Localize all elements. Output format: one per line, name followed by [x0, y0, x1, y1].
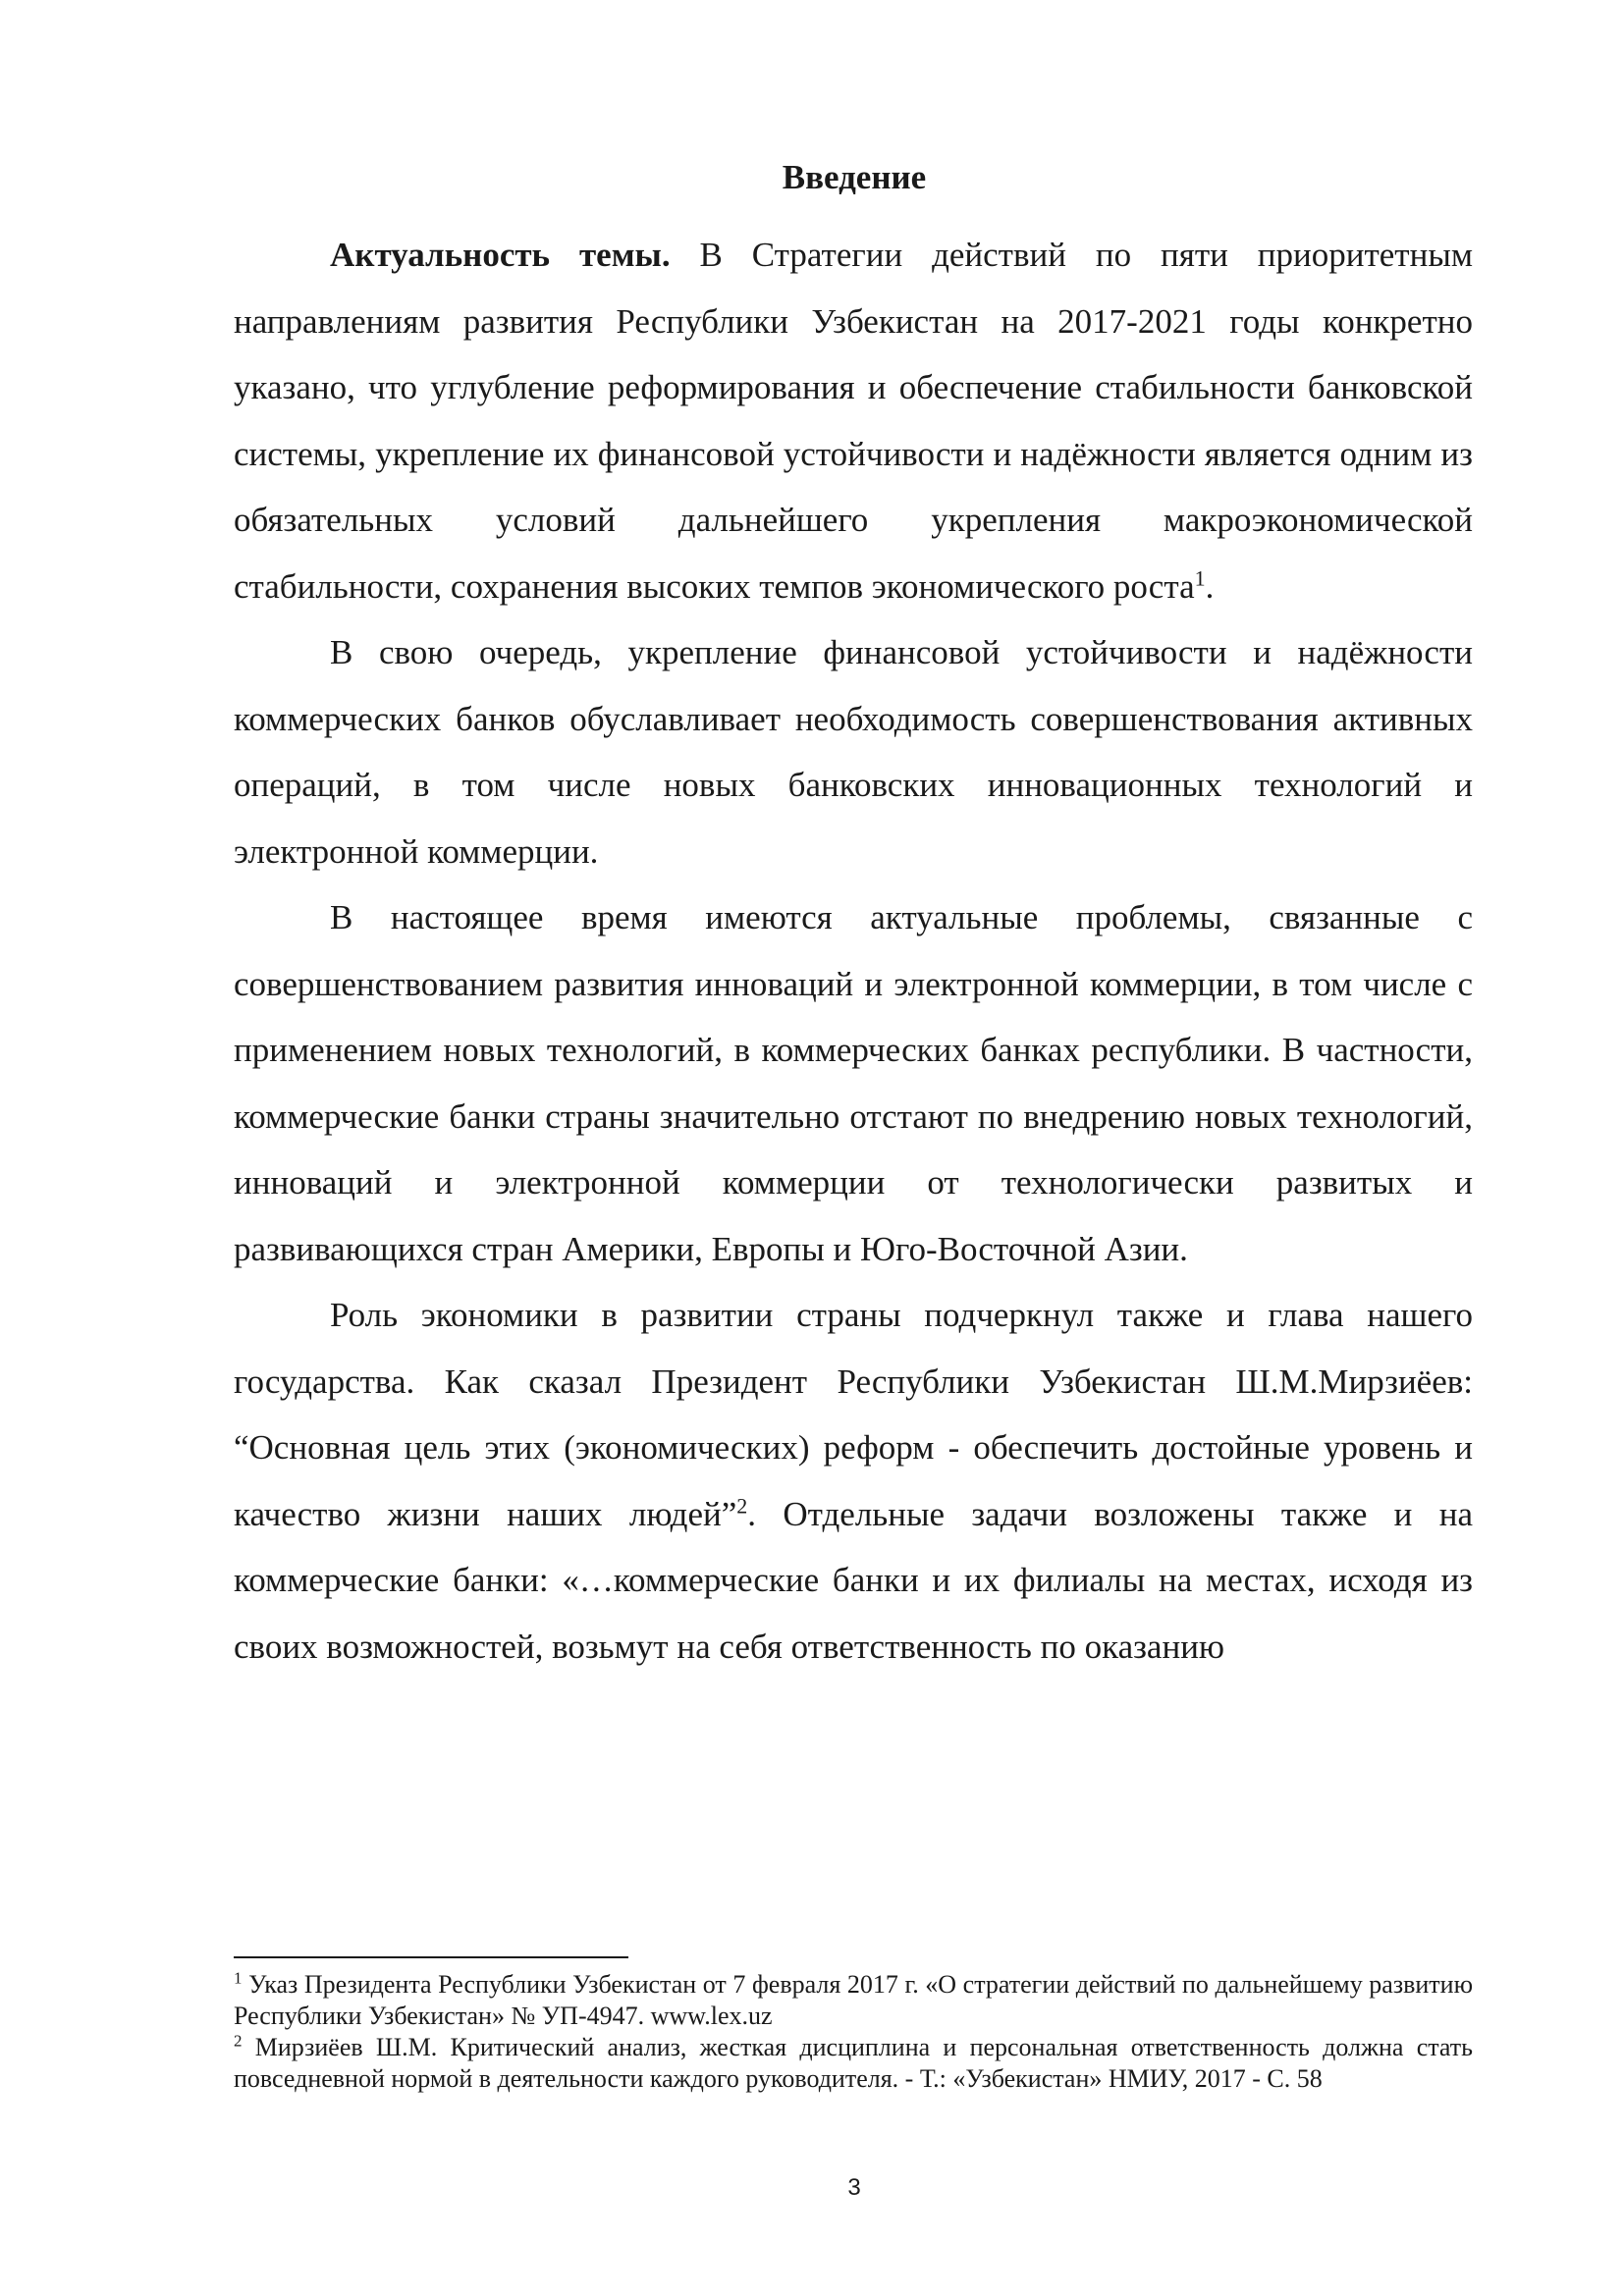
- footnote-marker: 1: [234, 1968, 243, 1988]
- footnote-reference[interactable]: 2: [736, 1492, 748, 1518]
- paragraph-text: В Стратегии действий по пяти приоритетным направлениям развития Республики Узбекистан на 2017-2021 годы конкретно указано, что углубление реформирования и обеспечение стабильности банковской системы, укрепление их финансовой устойчивости и надёжности является одним из обязательных условий дальнейшего укрепления макроэкономической стабильности, сохранения высоких темпов экономического роста: [234, 236, 1473, 606]
- section-heading: Введение: [782, 158, 927, 196]
- paragraph: [234, 222, 1473, 619]
- paragraph: [234, 884, 1473, 1282]
- paragraph-text: В свою очередь, укрепление финансовой устойчивости и надёжности коммерческих банков обуславливает необходимость совершенствования активных операций, в том числе новых банковских инновационных технологий и электронной коммерции.: [234, 633, 1473, 871]
- footnote-separator: [234, 1956, 628, 1958]
- footnote: [234, 2032, 1473, 2095]
- footnote-marker: 2: [234, 2031, 243, 2051]
- paragraph-text-tail: . Отдельные задачи возложены также и на коммерческие банки: «…коммерческие банки и их филиалы на местах, исходя из своих возможностей, возьмут на себя ответственность по оказанию: [234, 1494, 1473, 1666]
- footnote-text: Мирзиёев Ш.М. Критический анализ, жесткая дисциплина и персональная ответственность должна стать повседневной нормой в деятельности каждого руководителя. - Т.: «Узбекистан» НМИУ, 2017 - С. 58: [234, 2033, 1473, 2093]
- paragraph-text-tail: .: [1205, 566, 1215, 606]
- page-number: 3: [847, 2174, 861, 2201]
- footnote-text: Указ Президента Республики Узбекистан от 7 февраля 2017 г. «О стратегии действий по дальнейшему развитию Республики Узбекистан» № УП-4947. www.lex.uz: [234, 1970, 1473, 2030]
- paragraph: [234, 619, 1473, 884]
- body-text: [234, 222, 1473, 1680]
- footnotes: [234, 1969, 1473, 2095]
- paragraph-text: Роль экономики в развитии страны подчеркнул также и глава нашего государства. Как сказал Президент Республики Узбекистан Ш.М.Мирзиёев: “Основная цель этих (экономических) реформ - обеспечить достойные уровень и качество жизни наших людей”: [234, 1296, 1473, 1533]
- footnote: [234, 1969, 1473, 2032]
- footnote-reference[interactable]: 1: [1194, 564, 1206, 590]
- paragraph-lead-bold: Актуальность темы.: [330, 236, 671, 274]
- paragraph: [234, 1282, 1473, 1680]
- paragraph-text: В настоящее время имеются актуальные проблемы, связанные с совершенствованием развития инноваций и электронной коммерции, в том числе с применением новых технологий, в коммерческих банках республики. В частности, коммерческие банки страны значительно отстают по внедрению новых технологий, инноваций и электронной коммерции от технологически развитых и развивающихся стран Америки, Европы и Юго-Восточной Азии.: [234, 898, 1473, 1268]
